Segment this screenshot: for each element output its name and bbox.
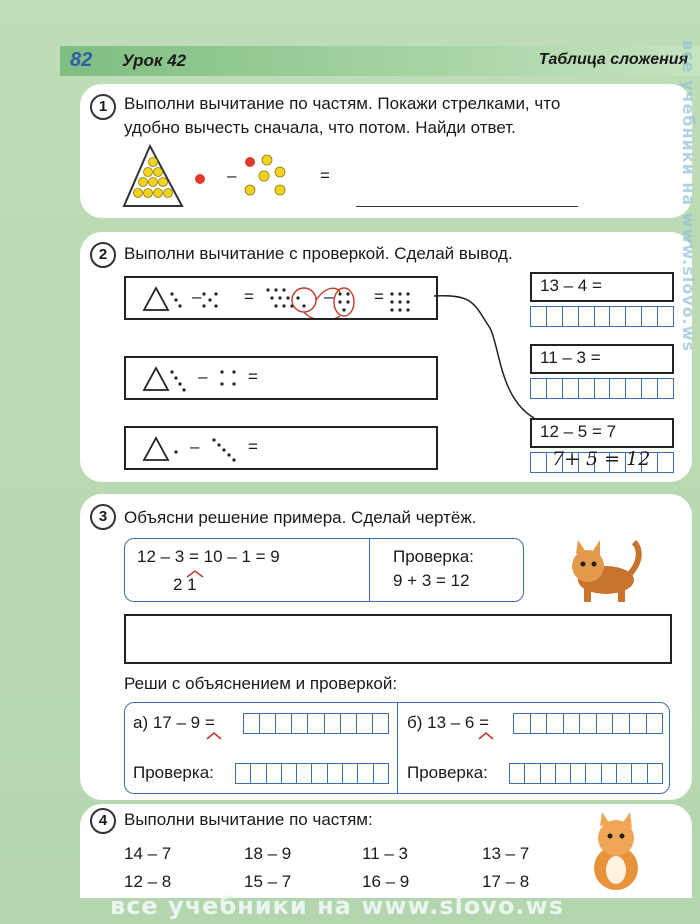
task-number: 1	[90, 94, 116, 120]
task-a-expression: а) 17 – 9 =	[133, 713, 215, 732]
expression: 12 – 5 = 7	[540, 422, 617, 441]
example-expression: 12 – 3 = 10 – 1 = 9	[137, 547, 280, 566]
check-label: Проверка:	[393, 547, 474, 566]
exercise: 15 – 7	[244, 872, 292, 891]
exercise: 11 – 3	[362, 844, 409, 863]
exercise: 16 – 9	[362, 872, 410, 891]
expression-box-1	[530, 272, 674, 302]
exercise: 18 – 9	[244, 844, 292, 863]
lesson-title: Урок 42	[122, 51, 187, 70]
subtraction-row-2	[124, 356, 438, 400]
dot-diagram	[126, 278, 436, 318]
exercise: 12 – 8	[124, 872, 172, 891]
exercise: 14 – 7	[124, 844, 172, 863]
task-number: 3	[90, 504, 116, 530]
answer-cells[interactable]	[509, 763, 663, 784]
task1-card	[80, 84, 692, 218]
divider	[369, 539, 370, 601]
connector-line	[434, 288, 534, 428]
split-mark	[477, 731, 495, 741]
task-text-line1: Выполни вычитание по частям. Покажи стрелками, что	[124, 94, 561, 113]
example-frame	[124, 538, 524, 602]
answer-cells[interactable]	[530, 378, 674, 399]
check-label: Проверка:	[133, 763, 214, 782]
equals-sign: =	[244, 287, 254, 306]
subtraction-row-3	[124, 426, 438, 470]
task-b-expression: б) 13 – 6 =	[407, 713, 490, 732]
task-text	[124, 92, 560, 140]
cat-illustration	[580, 812, 650, 894]
equals-sign: =	[374, 287, 384, 306]
page-number: 82	[70, 49, 93, 71]
solve-instruction: Реши с объяснением и проверкой:	[124, 674, 398, 693]
task2-card	[80, 232, 692, 482]
dot-triangle-illustration	[120, 142, 420, 210]
watermark-side: все учебники на www.slovo.ws	[679, 40, 698, 352]
watermark-bottom: все учебники на www.slovo.ws	[110, 892, 564, 920]
task-number: 2	[90, 242, 116, 268]
topic-title: Таблица сложения	[538, 51, 688, 68]
solve-frame	[124, 702, 670, 794]
minus-sign: –	[198, 367, 208, 386]
task-text: Выполни вычитание по частям:	[124, 810, 373, 829]
divider	[397, 703, 398, 793]
task-text: Объясни решение примера. Сделай чертёж.	[124, 508, 477, 527]
drawing-box[interactable]	[124, 614, 672, 664]
expression-box-2	[530, 344, 674, 374]
minus-sign: –	[190, 437, 200, 456]
equals-sign: =	[320, 166, 330, 185]
check-expression: 9 + 3 = 12	[393, 571, 470, 590]
answer-cells[interactable]	[243, 713, 389, 734]
task-text: Выполни вычитание с проверкой. Сделай вывод.	[124, 244, 513, 263]
task4-card	[80, 804, 692, 898]
task-text-line2: удобно вычесть сначала, что потом. Найди ответ.	[124, 118, 516, 137]
equals-sign: =	[248, 437, 258, 456]
exercise: 17 – 8	[482, 872, 530, 891]
check-label: Проверка:	[407, 763, 488, 782]
answer-cells[interactable]	[235, 763, 389, 784]
answer-cells[interactable]	[513, 713, 663, 734]
expression: 11 – 3 =	[540, 348, 601, 367]
minus-sign: –	[192, 287, 202, 306]
minus-sign: –	[324, 287, 334, 306]
answer-cells[interactable]	[530, 306, 674, 327]
task3-card	[80, 494, 692, 800]
cat-illustration	[558, 530, 648, 610]
equals-sign: =	[248, 367, 258, 386]
expression: 13 – 4 =	[540, 276, 602, 295]
subtraction-row-1	[124, 276, 438, 320]
answer-line[interactable]	[356, 206, 578, 207]
exercise: 13 – 7	[482, 844, 530, 863]
split-digits: 2 1	[173, 575, 197, 594]
minus-sign: –	[227, 166, 237, 185]
expression-box-3	[530, 418, 674, 448]
handwritten-check: 7+ 5 = 12	[552, 448, 651, 470]
split-mark	[205, 731, 223, 741]
task-number: 4	[90, 808, 116, 834]
